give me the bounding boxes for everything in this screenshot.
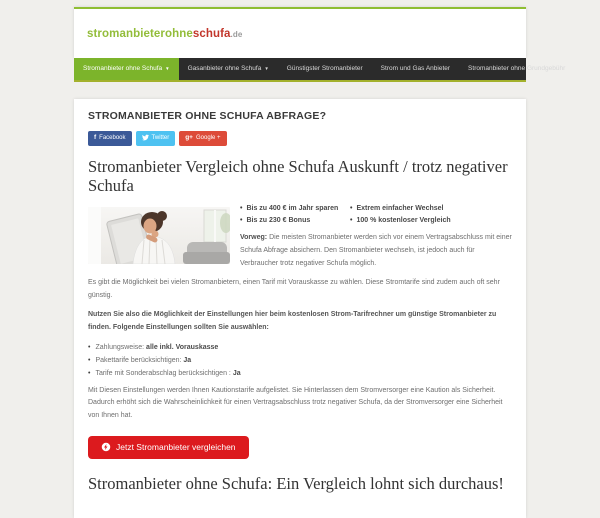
page-container — [74, 7, 566, 518]
setting-label: Zahlungsweise: — [95, 343, 145, 351]
benefit-item: • Bis zu 400 € im Jahr sparen — [240, 205, 344, 212]
paragraph-vorauskasse: Es gibt die Möglichkeit bei vielen Stromanbietern, einen Tarif mit Vorauskasse zu wählen. Diese Stromtarife sind zudem auch oft sehr günstig. — [88, 278, 500, 299]
site-header — [74, 7, 526, 58]
nav-item-label: Stromanbieter ohne Grundgebühr — [468, 65, 566, 72]
nav-item-label: Strom und Gas Anbieter — [380, 65, 451, 72]
logo-text-green: stromanbieterohne — [87, 27, 193, 40]
intro-label: Vorweg: — [240, 233, 268, 241]
facebook-label: Facebook — [99, 135, 126, 142]
twitter-label: Twitter — [151, 135, 170, 142]
flash-icon — [101, 442, 111, 452]
compare-button-label: Jetzt Stromanbieter vergleichen — [116, 442, 236, 453]
nav-item-stromanbieter-ohne-grundgebuehr[interactable] — [459, 58, 574, 80]
facebook-share-button[interactable] — [88, 131, 132, 146]
paragraph-kautionstarife: Mit Diesen Einstellungen werden Ihnen Kautionstarife aufgelistet. Sie Hinterlassen dem Stromversorger eine Kaution als Sicherheit. Dadurch erhöht sich die Wahrscheinlichkeit für einen Vertragsabschluss trotz negativer Schufa, da der Stromversorger eine Sicherheit von Ihnen hat. — [88, 386, 503, 420]
nav-item-strom-und-gas-anbieter[interactable] — [372, 58, 459, 80]
nav-item-stromanbieter-ohne-schufa[interactable] — [74, 58, 179, 80]
benefits-list — [240, 205, 512, 224]
section-heading: Stromanbieter ohne Schufa: Ein Vergleich lohnt sich durchaus! — [88, 474, 504, 494]
googleplus-icon: g+ — [185, 134, 193, 141]
setting-value: alle inkl. Vorauskasse — [146, 343, 219, 351]
setting-value: Ja — [183, 356, 192, 364]
article-card — [74, 99, 526, 518]
benefit-item: • Bis zu 230 € Bonus — [240, 217, 344, 224]
main-nav — [74, 58, 566, 82]
nav-item-label: Günstigster Stromanbieter — [286, 65, 363, 72]
site-logo[interactable] — [87, 28, 242, 40]
twitter-share-button[interactable] — [136, 131, 176, 146]
facebook-icon: f — [94, 134, 97, 141]
logo-text-red: schufa — [192, 27, 231, 40]
googleplus-share-button[interactable] — [179, 131, 226, 146]
article-intro-section — [88, 205, 512, 335]
setting-item-zahlungsweise — [88, 344, 512, 351]
benefit-item: • 100 % kostenloser Vergleich — [350, 217, 512, 224]
nav-item-guenstigster-stromanbieter[interactable] — [278, 58, 372, 80]
article-kicker: STROMANBIETER OHNE SCHUFA ABFRAGE? — [88, 110, 327, 122]
settings-list — [88, 344, 512, 377]
setting-value: Ja — [232, 369, 241, 377]
setting-label: Pakettarife berücksichtigen: — [95, 356, 182, 364]
logo-tld: .de — [230, 29, 243, 39]
article-photo-woman-with-tablet — [88, 207, 230, 264]
chevron-down-icon: ▼ — [264, 66, 269, 71]
nav-item-label: Gasanbieter ohne Schufa — [187, 65, 262, 72]
nav-item-label: Stromanbieter ohne Schufa — [83, 65, 163, 72]
compare-providers-button[interactable] — [88, 436, 249, 459]
googleplus-label: Google + — [195, 135, 221, 142]
chevron-down-icon: ▼ — [165, 66, 170, 71]
paragraph-tarifrechner-hinweis: Nutzen Sie also die Möglichkeit der Einstellungen hier beim kostenlosen Strom-Tarifrechner um günstige Stromanbieter zu finden. Folgende Einstellungen sollten Sie auswählen: — [88, 310, 497, 331]
twitter-bird-icon — [142, 134, 149, 144]
setting-item-sonderabschlag — [88, 370, 512, 377]
intro-text: Die meisten Stromanbieter werden sich vor einem Vertragsabschluss mit einer Schufa Abfrage absichern. Den Stromanbieter wechseln, ist jedoch auch für Verbraucher trotz negativer Schufa möglich. — [240, 233, 512, 267]
nav-item-gasanbieter-ohne-schufa[interactable] — [179, 58, 278, 80]
setting-label: Tarife mit Sonderabschlag berücksichtigen : — [95, 369, 231, 377]
social-share-bar — [88, 131, 512, 146]
setting-item-pakettarife — [88, 357, 512, 364]
benefit-item: • Extrem einfacher Wechsel — [350, 205, 512, 212]
article-title: Stromanbieter Vergleich ohne Schufa Auskunft / trotz negativer Schufa — [88, 157, 508, 196]
